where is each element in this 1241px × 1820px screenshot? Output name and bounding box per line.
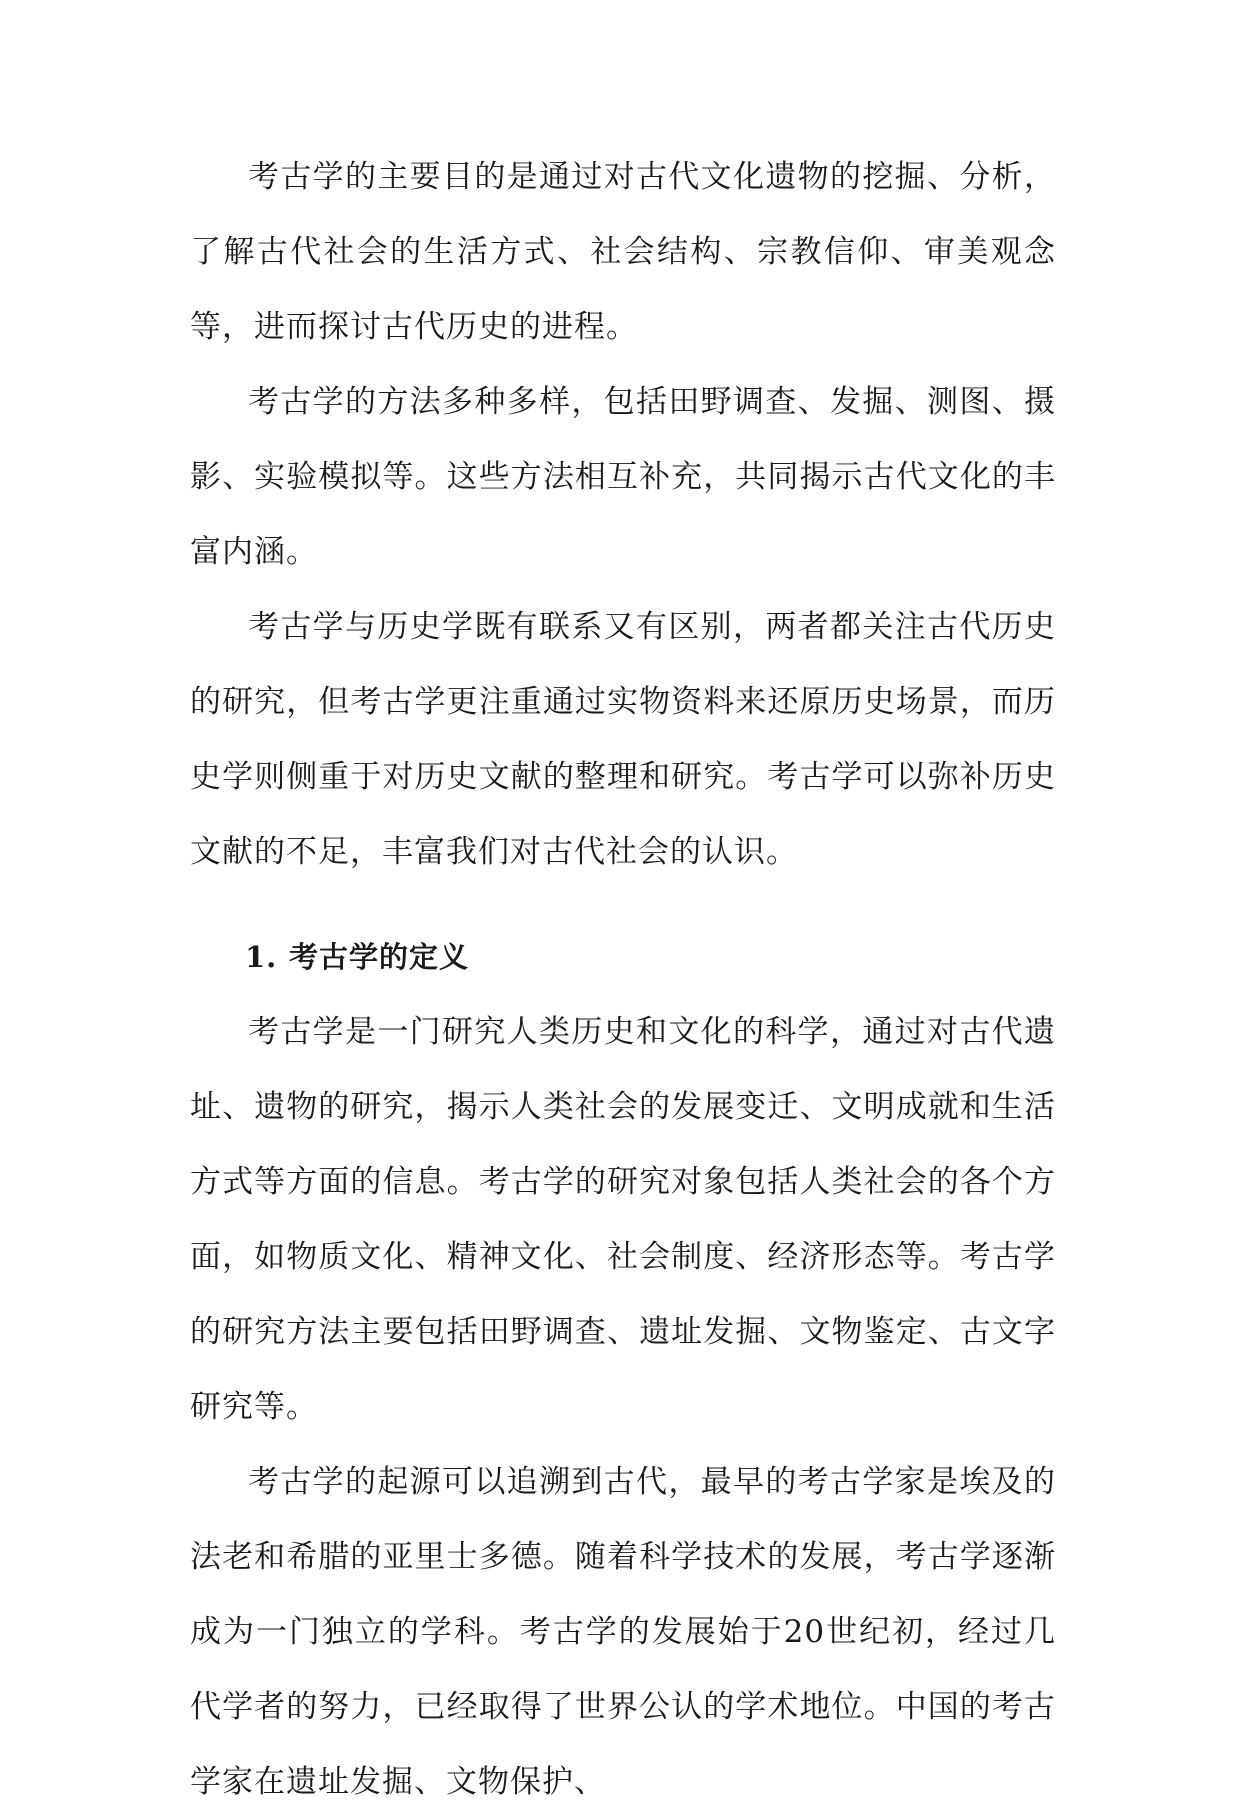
paragraph-history-relation: 考古学与历史学既有联系又有区别，两者都关注古代历史的研究，但考古学更注重通过实物资料来还原历史场景，而历史学则侧重于对历史文献的整理和研究。考古学可以弥补历史文献的不足，丰富我们对古代社会的认识。 [190,609,1056,870]
paragraph-origin: 考古学的起源可以追溯到古代，最早的考古学家是埃及的法老和希腊的亚里士多德。随着科学技术的发展，考古学逐渐成为一门独立的学科。考古学的发展始于20世纪初，经过几代学者的努力，已经取得了世界公认的学术地位。中国的考古学家在遗址发掘、文物保护、 [190,1464,1056,1800]
paragraph-definition: 考古学是一门研究人类历史和文化的科学，通过对古代遗址、遗物的研究，揭示人类社会的发展变迁、文明成就和生活方式等方面的信息。考古学的研究对象包括人类社会的各个方面，如物质文化、精神文化、社会制度、经济形态等。考古学的研究方法主要包括田野调查、遗址发掘、文物鉴定、古文字研究等。 [190,1014,1056,1425]
section-title: 考古学的定义 [289,940,470,974]
document-page [190,140,1056,1820]
section-heading [190,920,1056,995]
paragraph-methods: 考古学的方法多种多样，包括田野调查、发掘、测图、摄影、实验模拟等。这些方法相互补充，共同揭示古代文化的丰富内涵。 [190,384,1056,570]
section-number: 1. [245,940,278,974]
paragraph-purpose: 考古学的主要目的是通过对古代文化遗物的挖掘、分析，了解古代社会的生活方式、社会结构、宗教信仰、审美观念等，进而探讨古代历史的进程。 [190,159,1056,345]
